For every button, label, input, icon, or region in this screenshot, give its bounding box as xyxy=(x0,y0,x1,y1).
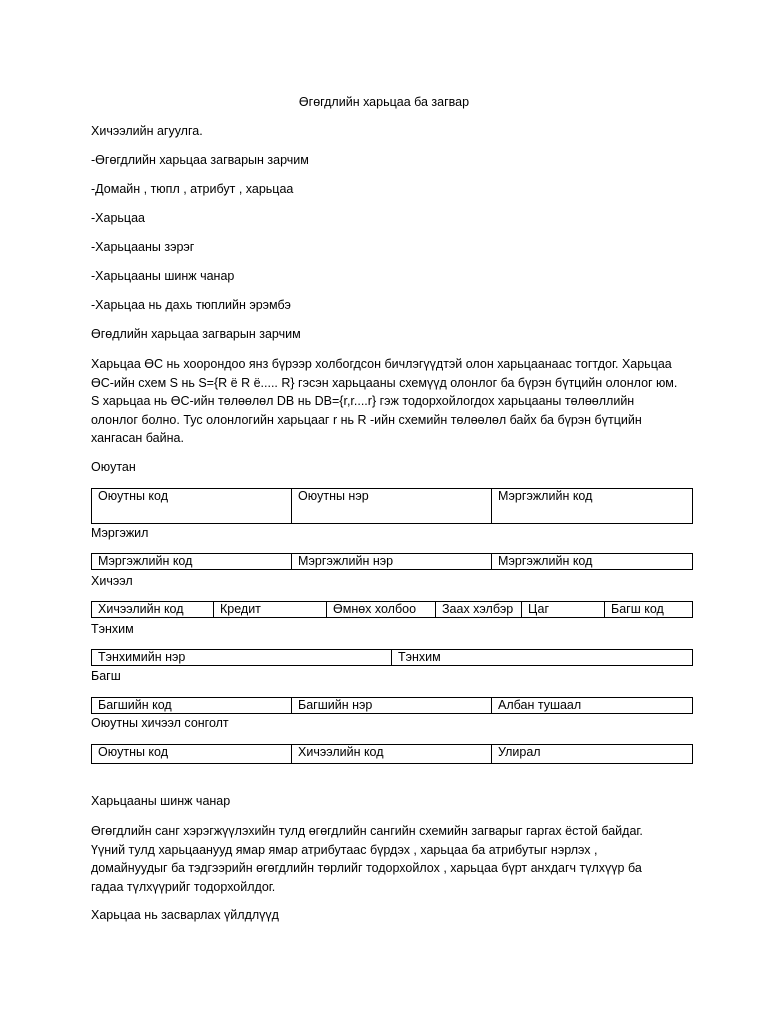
table-cell: Мэргэжлийн нэр xyxy=(292,554,492,570)
outline-item: -Харьцааны шинж чанар xyxy=(91,269,235,283)
paragraph-line: Үүний тулд харьцаанууд ямар ямар атрибутаас бүрдэх , харьцаа ба атрибутыг нэрлэх , xyxy=(91,842,598,857)
table-row xyxy=(92,554,693,570)
paragraph-line: S харьцаа нь ӨС-ийн төлөөлөл DB нь DB={r,r....r} гэж тодорхойлогдох харьцааны төлөөллийн xyxy=(91,394,635,408)
table-cell: Багшийн нэр xyxy=(292,698,492,714)
table-label: Оюутны хичээл сонголт xyxy=(91,716,229,730)
table-label: Тэнхим xyxy=(91,622,134,636)
outline-item: -Харьцаа нь дахь тюплийн эрэмбэ xyxy=(91,298,291,312)
table-cell: Албан тушаал xyxy=(492,698,693,714)
table-cell: Оюутны код xyxy=(92,489,292,524)
table-enrollment xyxy=(91,744,693,764)
paragraph-line: ӨС-ийн схем S нь S={R ё R ё..... R} гэсэн харьцааны схемүүд олонлог ба бүрэн бүтцийн олонлог юм. xyxy=(91,375,678,390)
table-cell: Багшийн код xyxy=(92,698,292,714)
table-row xyxy=(92,650,693,666)
table-teacher xyxy=(91,697,693,714)
table-row xyxy=(92,698,693,714)
table-cell: Хичээлийн код xyxy=(292,745,492,764)
table-cell: Тэнхим xyxy=(392,650,693,666)
table-major xyxy=(91,553,693,570)
table-label: Багш xyxy=(91,669,121,683)
table-cell: Кредит xyxy=(214,602,327,618)
paragraph-line: домайнуудыг ба тэдгээрийн өгөгдлийн төрлийг тодорхойлох , харьцаа бүрт анхдагч түлхүүр ба xyxy=(91,861,642,875)
paragraph-line: хангасан байна. xyxy=(91,431,184,445)
table-cell: Мэргэжлийн код xyxy=(492,554,693,570)
table-cell: Багш код xyxy=(605,602,693,618)
paragraph-line: гадаа түлхүүрийг тодорхойлдог. xyxy=(91,879,276,894)
table-cell: Өмнөх холбоо xyxy=(327,602,436,618)
outline-item: -Домайн , тюпл , атрибут , харьцаа xyxy=(91,182,294,196)
section-heading: Харьцаа нь засварлах үйлдлүүд xyxy=(91,908,279,922)
table-cell: Заах хэлбэр xyxy=(436,602,522,618)
outline-item: -Харьцааны зэрэг xyxy=(91,240,195,254)
page-title: Өгөгдлийн харьцаа ба загвар xyxy=(298,95,470,109)
table-student xyxy=(91,488,693,524)
table-department xyxy=(91,649,693,666)
outline-heading: Хичээлийн агуулга. xyxy=(91,124,203,138)
table-row xyxy=(92,602,693,618)
table-cell: Хичээлийн код xyxy=(92,602,214,618)
table-cell: Оюутны код xyxy=(92,745,292,764)
section-heading: Өгөдлийн харьцаа загварын зарчим xyxy=(91,327,301,341)
section-paragraph xyxy=(91,355,691,448)
table-cell: Цаг xyxy=(522,602,605,618)
table-course xyxy=(91,601,693,618)
table-cell: Тэнхимийн нэр xyxy=(92,650,392,666)
table-row xyxy=(92,489,693,524)
paragraph-line: Өгөгдлийн санг хэрэгжүүлэхийн тулд өгөгдлийн сангийн схемийн загварыг гаргах ёстой байдаг. xyxy=(91,824,643,838)
table-cell: Улирал xyxy=(492,745,693,764)
section-paragraph xyxy=(91,822,691,896)
section-heading: Харьцааны шинж чанар xyxy=(91,794,231,808)
table-label: Хичээл xyxy=(91,574,133,588)
paragraph-line: Харьцаа ӨС нь хоорондоо янз бүрээр холбогдсон бичлэгүүдтэй олон харьцаанаас тогтдог. Харьцаа xyxy=(91,357,672,371)
table-cell: Оюутны нэр xyxy=(292,489,492,524)
table-label: Мэргэжил xyxy=(91,526,149,540)
table-cell: Мэргэжлийн код xyxy=(92,554,292,570)
table-cell: Мэргэжлийн код xyxy=(492,489,693,524)
outline-item: -Харьцаа xyxy=(91,211,145,225)
outline-item: -Өгөгдлийн харьцаа загварын зарчим xyxy=(91,153,309,167)
table-label: Оюутан xyxy=(91,460,136,474)
paragraph-line: олонлог болно. Тус олонлогийн харьцааг r нь R -ийн схемийн төлөөлөл байх ба бүрэн бүтцийн xyxy=(91,412,642,427)
table-row xyxy=(92,745,693,764)
